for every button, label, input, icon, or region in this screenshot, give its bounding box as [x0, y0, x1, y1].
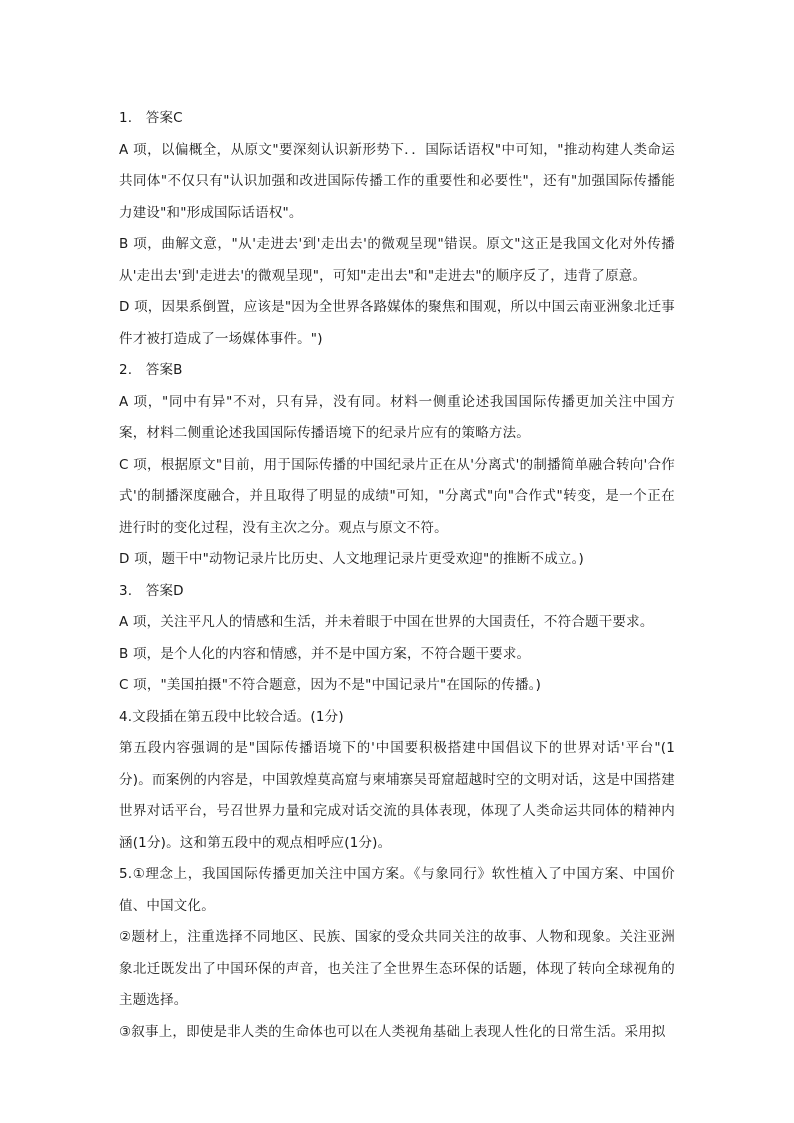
- answer-heading-3: 3. 答案D: [119, 582, 184, 599]
- paragraph: B 项，曲解文意，"从'走进去'到'走出去'的微观呈现"错误。原文"这正是我国文化对外传播从'走出去'到'走进去'的微观呈现"，可知"走出去"和"走进去"的顺序反了，违背了原意。: [119, 236, 675, 284]
- answer-heading-2: 2. 答案B: [119, 362, 183, 378]
- paragraph: A 项，"同中有异"不对，只有异，没有同。材料一侧重论述我国国际传播更加关注中国方案，材料二侧重论述我国国际传播语境下的纪录片应有的策略方法。: [119, 393, 675, 441]
- answer-heading-5: 5.①理念上，我国国际传播更加关注中国方案。《与象同行》软性植入了中国方案、中国价值、中国文化。: [119, 866, 675, 914]
- paragraph: 第五段内容强调的是"国际传播语境下的'中国要积极搭建中国倡议下的世界对话'平台"(1分)。而案例的内容是，中国敦煌莫高窟与柬埔寨吴哥窟超越时空的文明对话，这是中国搭建世界对话平台，号召世界力量和完成对话交流的具体表现，体现了人类命运共同体的精神内涵(1分)。这和第五段中的观点相呼应(1分)。: [119, 740, 675, 851]
- paragraph: C 项，"美国拍摄"不符合题意，因为不是"中国记录片"在国际的传播。): [119, 677, 542, 693]
- paragraph: D 项，题干中"动物记录片比历史、人文地理记录片更受欢迎"的推断不成立。): [119, 551, 585, 567]
- document-body: [119, 103, 675, 1048]
- answer-heading-1: 1. 答案C: [119, 110, 183, 126]
- paragraph: A 项，关注平凡人的情感和生活，并未着眼于中国在世界的大国责任，不符合题干要求。: [119, 614, 654, 630]
- paragraph: D 项，因果系倒置，应该是"因为全世界各路媒体的聚焦和围观，所以中国云南亚洲象北迁事件才被打造成了一场媒体事件。"): [119, 299, 675, 347]
- paragraph: ②题材上，注重选择不同地区、民族、国家的受众共同关注的故事、人物和现象。关注亚洲象北迁既发出了中国环保的声音，也关注了全世界生态环保的话题，体现了转向全球视角的主题选择。: [119, 929, 675, 1008]
- paragraph: C 项，根据原文"目前，用于国际传播的中国纪录片正在从'分离式'的制播简单融合转向'合作式'的制播深度融合，并且取得了明显的成绩"可知，"分离式"向"合作式"转变，是一个正在进行时的变化过程，没有主次之分。观点与原文不符。: [119, 456, 675, 536]
- paragraph: ③叙事上，即使是非人类的生命体也可以在人类视角基础上表现人性化的日常生活。采用拟: [119, 1023, 666, 1040]
- paragraph: B 项，是个人化的内容和情感，并不是中国方案，不符合题干要求。: [119, 645, 531, 662]
- paragraph: A 项，以偏概全，从原文"要深刻认识新形势下．．国际话语权"中可知，"推动构建人类命运共同体"不仅只有"认识加强和改进国际传播工作的重要性和必要性"，还有"加强国际传播能力建设"和"形成国际话语权"。: [119, 141, 675, 221]
- answer-heading-4: 4.文段插在第五段中比较合适。(1分): [119, 708, 344, 725]
